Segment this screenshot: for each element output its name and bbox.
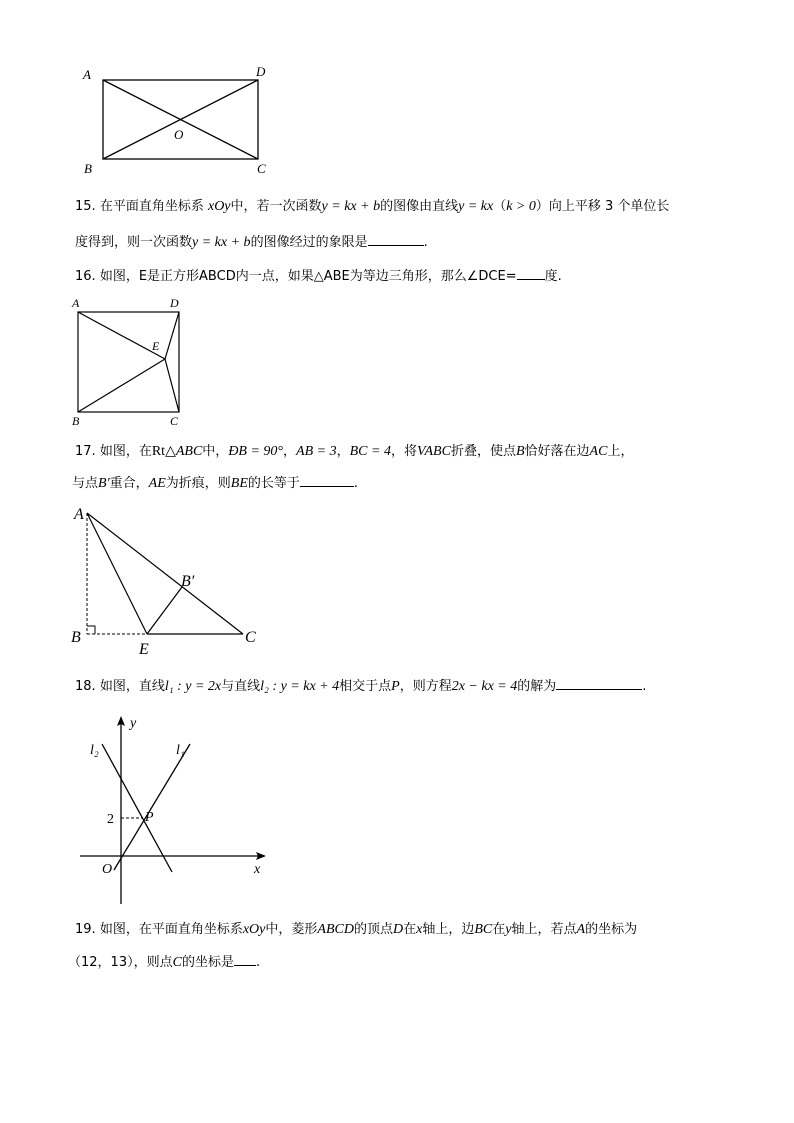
square-abcd (78, 312, 179, 412)
math-x: x (416, 922, 423, 937)
math-a: A (576, 922, 586, 937)
label-b: B (72, 414, 80, 427)
question-text: （ (493, 199, 507, 214)
question-text: 重合， (109, 476, 149, 491)
question-19-line-2 (68, 953, 260, 972)
question-text: 轴上，若点 (511, 922, 577, 937)
question-17-line-2 (72, 474, 358, 493)
question-text: 为折痕，则 (165, 476, 231, 491)
segment-eb-prime (147, 587, 182, 634)
question-text: 恰好落在边 (524, 444, 590, 459)
question-text: 中， (202, 444, 229, 459)
label-l2: l₂ (90, 743, 99, 758)
math-function: y = kx + b (321, 199, 381, 214)
answer-blank[interactable] (556, 677, 642, 690)
math-be: BE (230, 476, 248, 491)
label-c: C (170, 414, 179, 427)
question-number: 18. (75, 679, 96, 694)
line-l1 (114, 744, 190, 870)
coordinate-figure (78, 710, 278, 910)
question-text: 在 (492, 922, 506, 937)
question-19-line-1 (75, 921, 637, 939)
label-o: O (174, 127, 184, 142)
label-d: D (256, 64, 266, 79)
question-end: . (255, 955, 261, 970)
math-xoy: xOy (242, 922, 266, 937)
label-x: x (254, 862, 261, 877)
question-number: 17. (75, 444, 96, 459)
label-c: C (245, 629, 256, 646)
math-c: C (172, 955, 182, 970)
label-e: E (139, 641, 149, 658)
question-text: 的坐标为 (585, 922, 638, 937)
label-b: B (84, 161, 92, 176)
question-text: 在平面直角坐标系 (99, 199, 204, 214)
label-e: E (152, 339, 160, 353)
segment-ae (87, 513, 147, 634)
label-c: C (257, 161, 266, 176)
question-end: . (423, 235, 428, 250)
math-l1: l₁ : y = 2x (164, 679, 222, 694)
question-text: 如图，在 (99, 444, 152, 459)
label-b-prime: B′ (181, 573, 195, 590)
answer-blank[interactable] (234, 953, 256, 966)
label-b: B (71, 629, 81, 646)
math-ae: AE (148, 476, 166, 491)
question-text: 与直线 (221, 679, 261, 694)
question-16 (75, 267, 562, 286)
question-text: ，则方程 (399, 679, 452, 694)
question-text: ， (336, 444, 350, 459)
question-number: 16. (75, 269, 96, 284)
math-p: P (391, 679, 400, 694)
math-abcd: ABCD (317, 922, 354, 937)
question-end: . (353, 476, 359, 491)
rectangle-figure (75, 60, 285, 180)
answer-blank[interactable] (368, 233, 424, 246)
label-d: D (170, 296, 179, 310)
question-text: 如图，在平面直角坐标系 (99, 922, 243, 937)
question-15-line-2 (75, 233, 428, 252)
question-text: 的长等于 (247, 476, 300, 491)
math-l2: l₂ : y = kx + 4 (260, 679, 340, 694)
question-text: ，将 (390, 444, 417, 459)
question-text: 与点 (72, 476, 99, 491)
question-text: 在 (403, 922, 417, 937)
math-d: D (392, 922, 404, 937)
question-end: . (642, 679, 647, 694)
label-two: 2 (107, 812, 114, 827)
question-text: 的图像由直线 (380, 199, 459, 214)
math-b: B (515, 444, 525, 459)
math-xoy: xOy (207, 199, 231, 214)
question-text: 中，若一次函数 (230, 199, 322, 214)
question-18 (75, 677, 646, 696)
math-abc: ABC (175, 444, 203, 459)
label-a: A (72, 296, 80, 310)
question-number: 19. (75, 922, 96, 937)
math-equation: 2x − kx = 4 (451, 679, 518, 694)
triangle-figure (65, 500, 275, 660)
question-end: 度. (544, 269, 562, 284)
segment-ac (87, 513, 243, 634)
question-17-line-1 (75, 443, 633, 461)
question-number: 15. (75, 199, 96, 214)
question-15-line-1 (75, 198, 669, 216)
math-ab: AB = 3 (296, 444, 337, 459)
math-angle: ÐB = 90° (228, 444, 284, 459)
question-text: 的坐标是 (181, 955, 234, 970)
line-l2 (102, 744, 172, 872)
math-bc: BC = 4 (349, 444, 391, 459)
question-text: （12，13），则点 (68, 955, 173, 970)
math-bc: BC (474, 922, 493, 937)
math-line: y = kx (458, 199, 494, 214)
math-rt: Rt△ (151, 444, 176, 459)
label-a: A (83, 67, 91, 82)
segment-ce (165, 359, 179, 412)
math-function: y = kx + b (192, 235, 251, 250)
question-text: 如图，直线 (99, 679, 165, 694)
question-text: ）向上平移 3 个单位长 (535, 199, 670, 214)
question-text: 上， (607, 444, 634, 459)
label-a: A (74, 506, 84, 523)
math-b-prime: B′ (98, 476, 110, 491)
question-text: 折叠，使点 (450, 444, 516, 459)
question-text: 轴上，边 (422, 922, 475, 937)
question-text: 的顶点 (353, 922, 393, 937)
question-text: 如图，E是正方形ABCD内一点，如果△ABE为等边三角形，那么∠DCE= (99, 269, 517, 284)
math-triangle: VABC (416, 444, 451, 459)
math-condition: k > 0 (506, 199, 536, 214)
question-text: ， (283, 444, 297, 459)
question-text: 的图像经过的象限是 (250, 235, 368, 250)
segment-be (78, 359, 165, 412)
label-p: P (145, 810, 154, 825)
question-text: 的解为 (517, 679, 557, 694)
question-text: 相交于点 (339, 679, 392, 694)
question-text: 度得到，则一次函数 (75, 235, 193, 250)
segment-de (165, 312, 179, 359)
label-o: O (102, 862, 113, 877)
label-l1: l₁ (176, 743, 185, 758)
answer-blank[interactable] (300, 474, 354, 487)
question-text: 中，菱形 (265, 922, 318, 937)
math-ac: AC (589, 444, 608, 459)
right-angle-mark (87, 626, 95, 634)
math-y: y (505, 922, 512, 937)
label-y: y (130, 716, 137, 731)
answer-blank[interactable] (517, 267, 545, 280)
square-figure (68, 295, 198, 427)
